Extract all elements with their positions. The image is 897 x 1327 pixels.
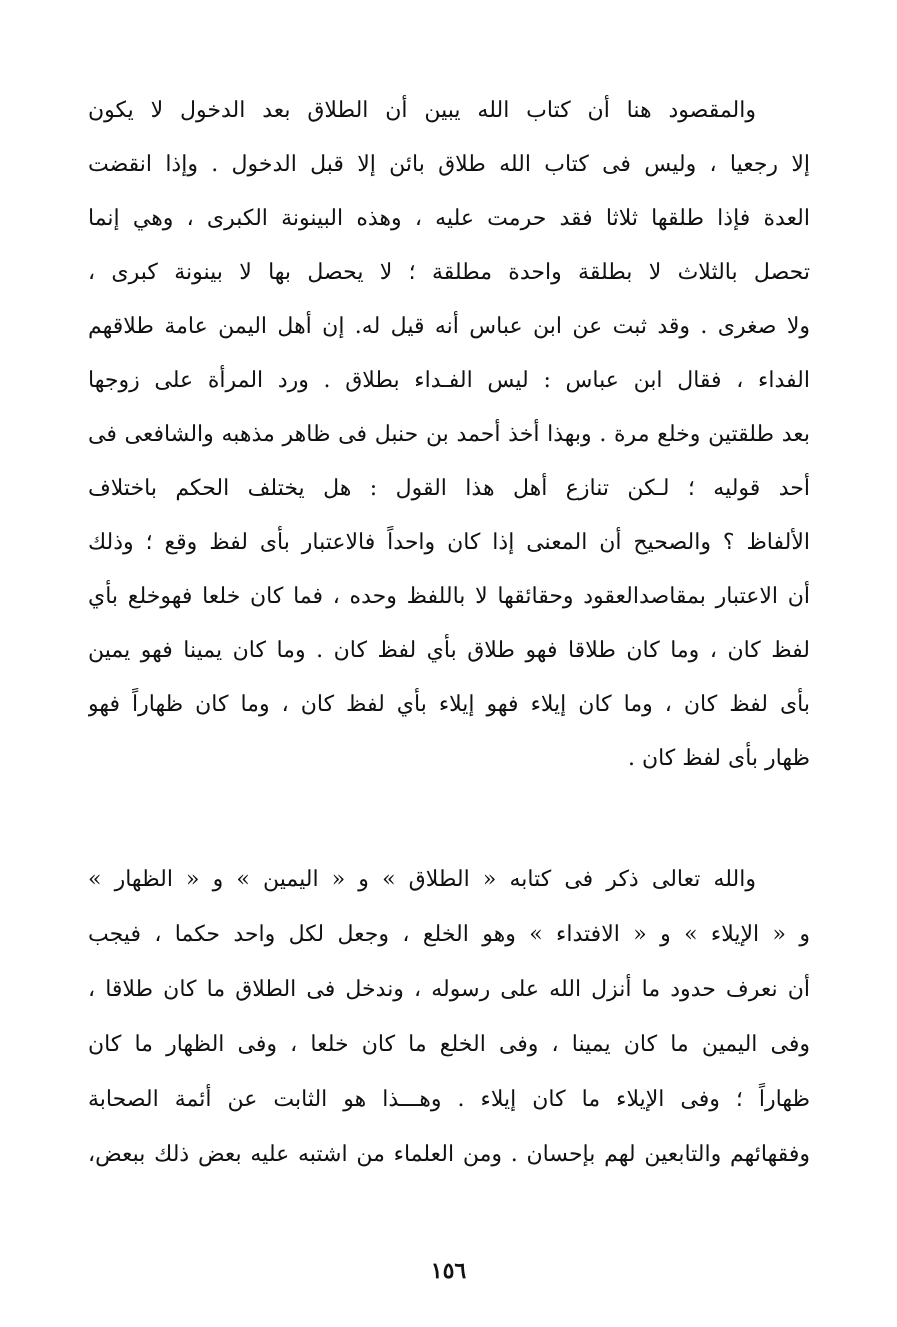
text-line: بعد طلقتين وخلع مرة . وبهذا أخذ أحمد بن حنبل فى ظاهر مذهبه والشافعى فى bbox=[88, 422, 810, 447]
text-line: و « الإيلاء » و « الافتداء » وهو الخلع ، وجعل لكل واحد حكما ، فيجب bbox=[88, 922, 810, 947]
text-line: أن نعرف حدود ما أنزل الله على رسوله ، وندخل فى الطلاق ما كان طلاقا ، bbox=[88, 977, 810, 1002]
text-line: تحصل بالثلاث لا بطلقة واحدة مطلقة ؛ لا يحصل بها لا بينونة كبرى ، bbox=[88, 260, 810, 285]
paragraph-1 bbox=[88, 84, 810, 786]
text-line: وفقهائهم والتابعين لهم بإحسان . ومن العلماء من اشتبه عليه بعض ذلك ببعض، bbox=[88, 1142, 810, 1167]
text-line: وفى اليمين ما كان يمينا ، وفى الخلع ما كان خلعا ، وفى الظهار ما كان bbox=[88, 1032, 810, 1057]
text-line: ظهاراً ؛ وفى الإيلاء ما كان إيلاء . وهـــذا هو الثابت عن أئمة الصحابة bbox=[88, 1087, 810, 1112]
text-line: إلا رجعيا ، وليس فى كتاب الله طلاق بائن إلا قبل الدخول . وإذا انقضت bbox=[88, 152, 810, 177]
text-line: الألفاظ ؟ والصحيح أن المعنى إذا كان واحداً فالاعتبار بأى لفظ وقع ؛ وذلك bbox=[88, 530, 810, 555]
text-line: بأى لفظ كان ، وما كان إيلاء فهو إيلاء بأي لفظ كان ، وما كان ظهاراً فهو bbox=[88, 692, 810, 717]
text-line: ولا صغرى . وقد ثبت عن ابن عباس أنه قيل له. إن أهل اليمن عامة طلاقهم bbox=[88, 314, 810, 339]
text-line: العدة فإذا طلقها ثلاثا فقد حرمت عليه ، وهذه البينونة الكبرى ، وهي إنما bbox=[88, 206, 810, 231]
text-line: الفداء ، فقال ابن عباس : ليس الفـداء بطلاق . ورد المرأة على زوجها bbox=[88, 368, 810, 393]
text-line: والمقصود هنا أن كتاب الله يبين أن الطلاق بعد الدخول لا يكون bbox=[88, 98, 756, 123]
text-line: لفظ كان ، وما كان طلاقا فهو طلاق بأي لفظ كان . وما كان يمينا فهو يمين bbox=[88, 638, 810, 663]
text-line: أن الاعتبار بمقاصدالعقود وحقائقها لا باللفظ وحده ، فما كان خلعا فهوخلع بأي bbox=[88, 584, 810, 609]
text-line: أحد قوليه ؛ لـكن تنازع أهل هذا القول : هل يختلف الحكم باختلاف bbox=[88, 476, 810, 501]
text-line: ظهار بأى لفظ كان . bbox=[627, 746, 810, 771]
paragraph-2 bbox=[88, 852, 810, 1182]
text-line: والله تعالى ذكر فى كتابه « الطلاق » و « اليمين » و « الظهار » bbox=[88, 867, 756, 892]
page-number: ١٥٦ bbox=[430, 1258, 467, 1284]
